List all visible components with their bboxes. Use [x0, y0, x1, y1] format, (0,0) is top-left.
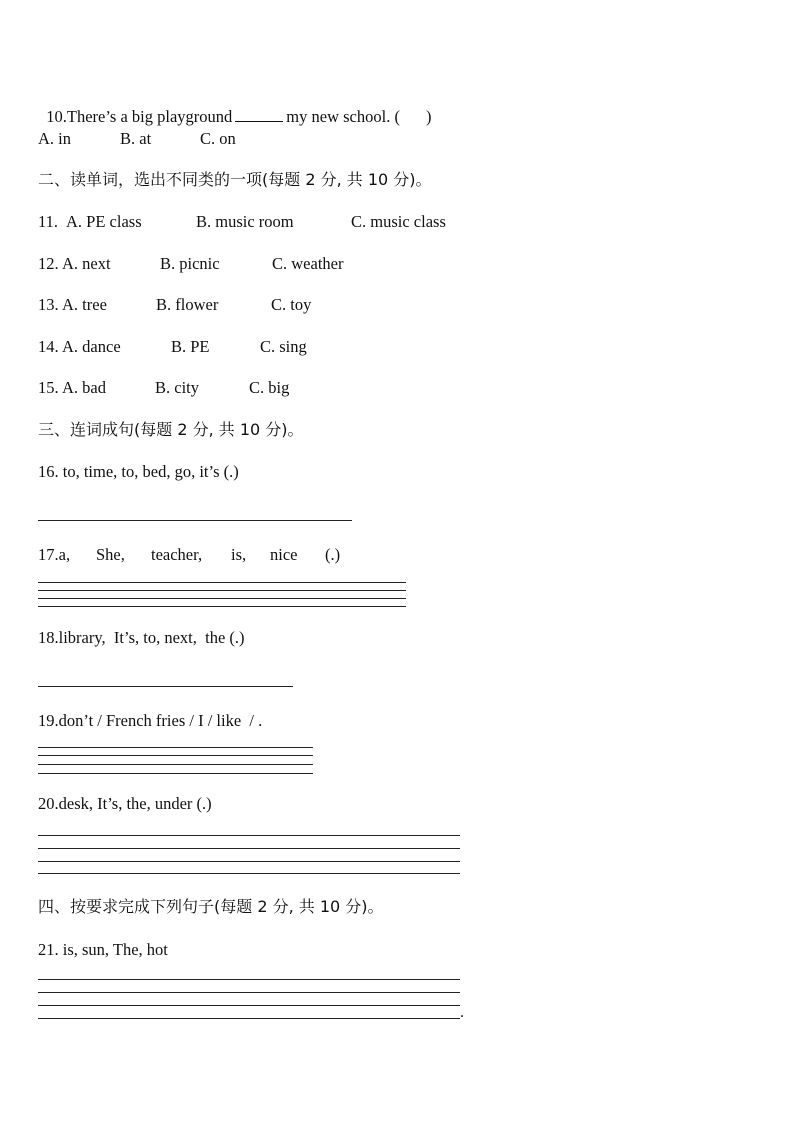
question-20: 20.desk, It’s, the, under (.)	[38, 794, 212, 813]
scrambled-word: 17.a,	[38, 545, 71, 564]
writing-line	[38, 764, 313, 765]
question-12	[38, 254, 438, 274]
writing-line	[38, 992, 460, 993]
question-16: 16. to, time, to, bed, go, it’s (.)	[38, 462, 239, 481]
section-3-heading: 三、连词成句(每题 2 分, 共 10 分)。	[38, 420, 304, 439]
option-a: A. next	[62, 254, 111, 273]
option-b: B. at	[120, 129, 152, 148]
section-4-heading: 四、按要求完成下列句子(每题 2 分, 共 10 分)。	[38, 897, 384, 916]
question-10-text-after: my new school. (	[286, 107, 400, 126]
question-10-blank	[235, 107, 283, 122]
writing-line	[38, 861, 460, 862]
option-b: B. PE	[171, 337, 210, 356]
question-10-paren-close: )	[425, 107, 432, 126]
question-number: 11.	[38, 212, 63, 231]
question-13	[38, 295, 438, 315]
writing-line	[38, 755, 313, 756]
option-a: A. bad	[62, 378, 106, 397]
writing-line	[38, 747, 313, 748]
scrambled-word: She,	[96, 545, 125, 564]
writing-line	[38, 1005, 460, 1006]
answer-line	[38, 520, 352, 521]
writing-line	[38, 835, 460, 836]
option-c: C. music class	[351, 212, 446, 231]
writing-line	[38, 979, 460, 980]
question-10-text-before: 10.There’s a big playground	[46, 107, 233, 126]
option-c: C. sing	[260, 337, 307, 356]
writing-line	[38, 590, 406, 591]
scrambled-word: is,	[231, 545, 247, 564]
question-19: 19.don’t / French fries / I / like / .	[38, 711, 263, 730]
question-21: 21. is, sun, The, hot	[38, 940, 168, 959]
question-number: 15.	[38, 378, 59, 397]
option-a: A. PE class	[66, 212, 142, 231]
scrambled-word: teacher,	[151, 545, 203, 564]
question-number: 13.	[38, 295, 59, 314]
question-number: 14.	[38, 337, 59, 356]
writing-line	[38, 1018, 460, 1019]
question-14	[38, 337, 438, 357]
writing-line	[38, 773, 313, 774]
scrambled-word: (.)	[325, 545, 341, 564]
option-c: C. big	[249, 378, 290, 397]
question-10-options	[38, 129, 338, 149]
question-15	[38, 378, 438, 398]
writing-line	[38, 606, 406, 607]
writing-line	[38, 873, 460, 874]
section-2-heading: 二、读单词，选出不同类的一项(每题 2 分, 共 10 分)。	[38, 170, 432, 189]
option-a: A. in	[38, 129, 71, 148]
question-18: 18.library, It’s, to, next, the (.)	[38, 628, 245, 647]
question-10-stem	[38, 87, 431, 127]
option-c: C. weather	[272, 254, 344, 273]
question-number: 12.	[38, 254, 59, 273]
option-c: C. toy	[271, 295, 312, 314]
option-b: B. music room	[196, 212, 294, 231]
answer-line	[38, 686, 293, 687]
trailing-period: .	[460, 1004, 464, 1021]
question-11	[38, 212, 538, 232]
option-a: A. tree	[62, 295, 107, 314]
option-b: B. picnic	[160, 254, 220, 273]
option-a: A. dance	[62, 337, 121, 356]
option-b: B. city	[155, 378, 199, 397]
option-b: B. flower	[156, 295, 219, 314]
writing-line	[38, 848, 460, 849]
writing-line	[38, 598, 406, 599]
question-17	[38, 545, 438, 565]
scrambled-word: nice	[270, 545, 298, 564]
writing-line	[38, 582, 406, 583]
option-c: C. on	[200, 129, 236, 148]
